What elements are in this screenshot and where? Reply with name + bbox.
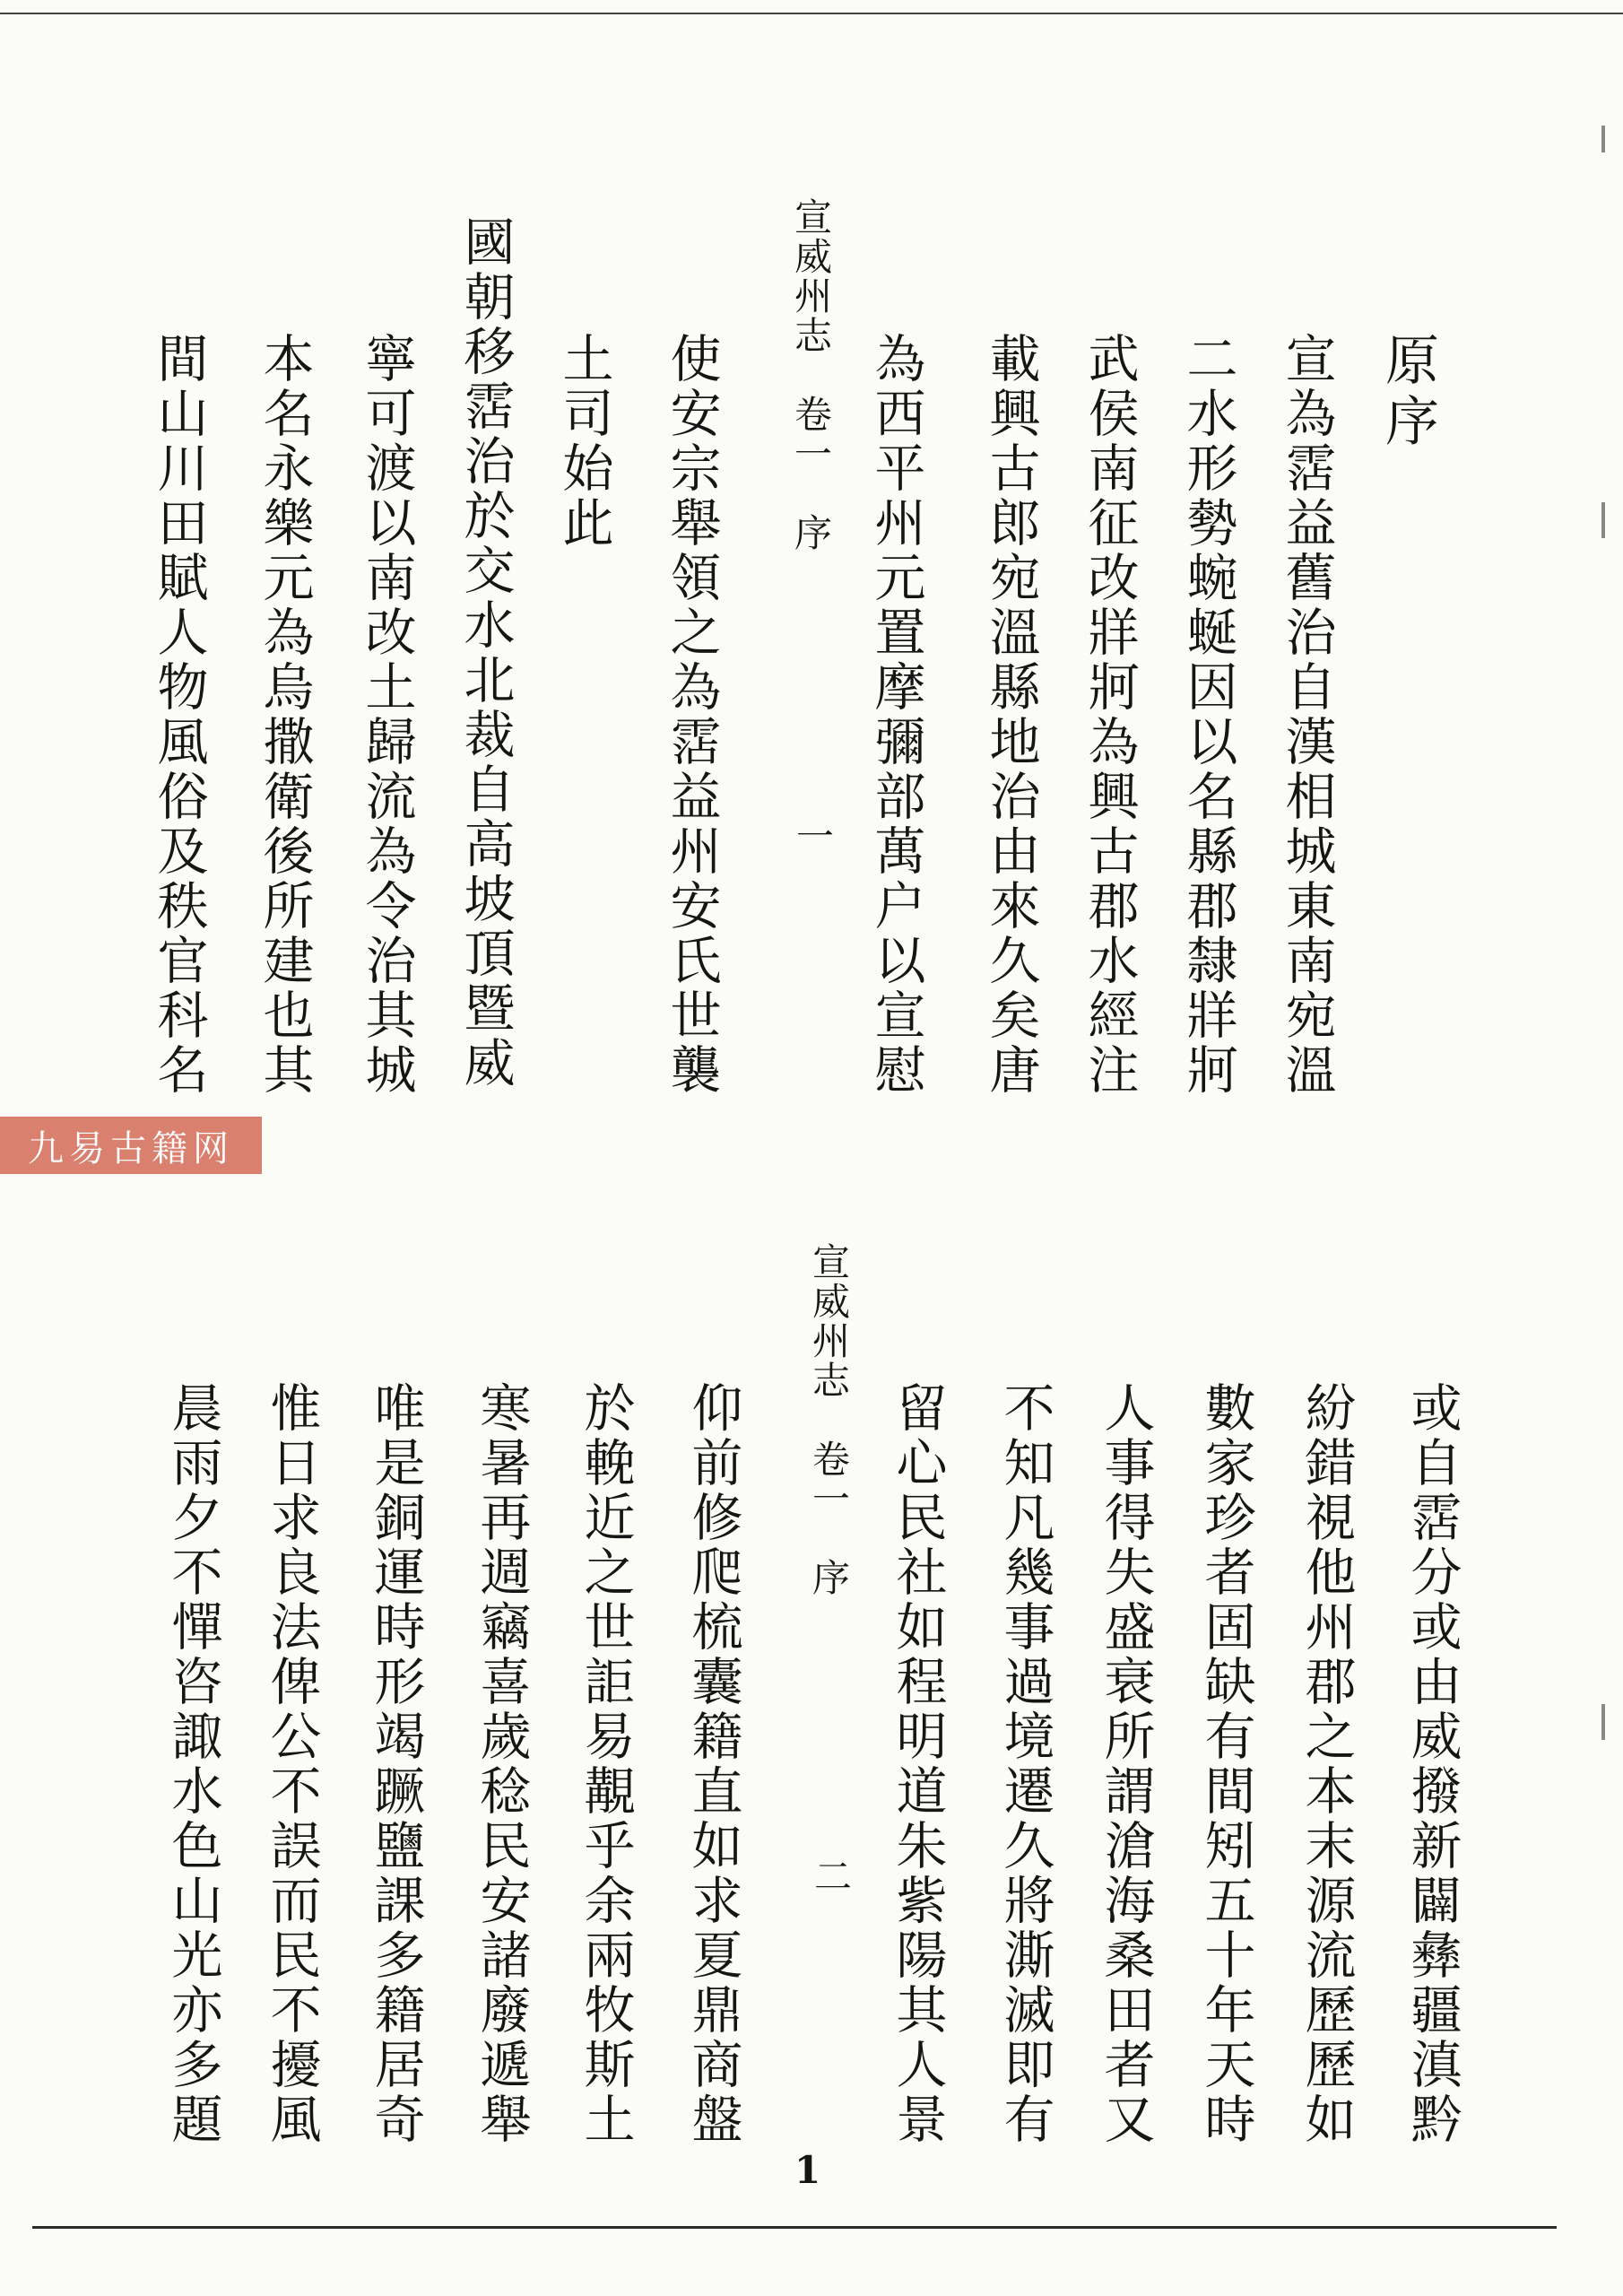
- page-number: 1: [794, 2148, 821, 2192]
- lower-column-8: 於輓近之世詎易覯乎余兩牧斯土: [576, 1381, 635, 2147]
- upper-running-header: 宣威州志 卷一 序: [789, 197, 833, 552]
- lower-column-2: 紛錯視他州郡之本末源流歷歷如: [1297, 1381, 1356, 2147]
- lower-running-header: 宣威州志 卷一 序: [807, 1242, 851, 1597]
- edge-mark: [1601, 502, 1605, 538]
- lower-column-10: 唯是銅運時形竭蹶鹽課多籍居奇: [366, 1381, 425, 2147]
- lower-column-1: 或自霑分或由威撥新闢彝疆滇黔: [1402, 1381, 1462, 2147]
- upper-column-11: 間山川田賦人物風俗及秩官科名: [149, 332, 208, 1098]
- bottom-rule: [32, 2226, 1557, 2229]
- upper-column-6: 使安宗舉領之為霑益州安氏世襲: [662, 332, 721, 1098]
- lower-column-7: 仰前修爬梳囊籍直如求夏鼎商盤: [683, 1381, 742, 2147]
- lower-column-4: 人事得失盛衰所謂滄海桑田者又: [1096, 1381, 1155, 2147]
- lower-column-3: 數家珍者固缺有間矧五十年天時: [1196, 1381, 1255, 2147]
- upper-column-3: 武侯南征改牂牁為興古郡水經注: [1080, 332, 1139, 1098]
- edge-mark: [1601, 126, 1605, 152]
- lower-column-6: 留心民社如程明道朱紫陽其人景: [888, 1381, 947, 2147]
- upper-column-5: 為西平州元置摩彌部萬户以宣慰: [866, 332, 925, 1098]
- lower-folio: 二: [809, 1857, 853, 1894]
- lower-column-11: 惟日求良法俾公不誤而民不擾風: [262, 1381, 321, 2147]
- upper-column-4: 載興古郎宛溫縣地治由來久矣唐: [981, 332, 1040, 1098]
- edge-mark: [1601, 1704, 1605, 1740]
- upper-folio: 一: [791, 816, 835, 854]
- lower-column-12: 晨雨夕不憚咨諏水色山光亦多題: [163, 1381, 222, 2147]
- upper-column-7: 土司始此: [554, 332, 613, 551]
- upper-column-2: 二水形勢蜿蜒因以名縣郡隸牂牁: [1178, 332, 1237, 1098]
- lower-column-9: 寒暑再週竊喜歲稔民安諸廢遞舉: [472, 1381, 531, 2147]
- upper-column-10: 本名永樂元為烏撒衛後所建也其: [255, 332, 314, 1098]
- top-rule: [0, 13, 1623, 14]
- lower-column-5: 不知凡幾事過境遷久將澌滅即有: [995, 1381, 1055, 2147]
- site-watermark: 九易古籍网: [0, 1117, 262, 1174]
- preface-heading: 原序: [1376, 332, 1439, 454]
- upper-column-8: 國朝移霑治於交水北裁自高坡頂暨威: [456, 215, 515, 1091]
- upper-column-1: 宣為霑益舊治自漢相城東南宛溫: [1277, 332, 1336, 1098]
- upper-column-9: 寧可渡以南改土歸流為令治其城: [357, 332, 416, 1098]
